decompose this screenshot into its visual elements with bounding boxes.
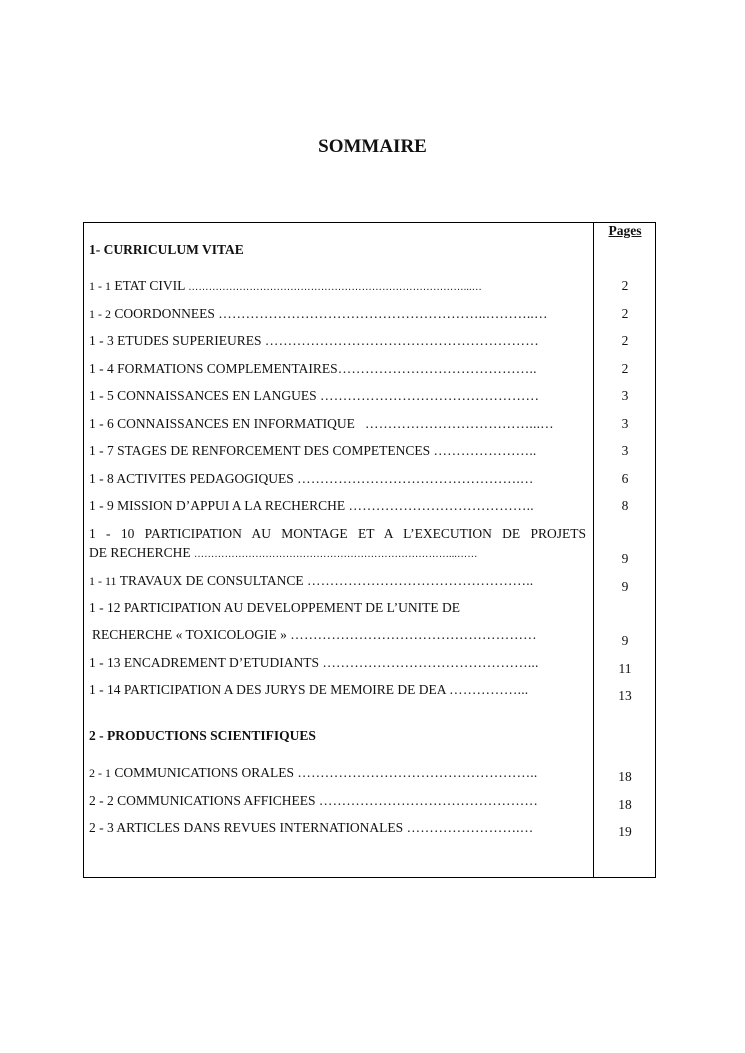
entry-page-number: 9: [621, 551, 629, 566]
entry-page-number: 2: [621, 278, 629, 293]
page-title: SOMMAIRE: [318, 136, 427, 157]
entry-title: 1 - 10 PARTICIPATION AU MONTAGE ET A L’EXECUTION DE PROJETS: [89, 526, 586, 541]
section-heading-curriculum-vitae: 1- CURRICULUM VITAE: [89, 242, 244, 257]
entry-page-number: 18: [618, 797, 632, 812]
leader-dots: ………………………………………………: [290, 627, 537, 642]
entry-title: 1 - 4 FORMATIONS COMPLEMENTAIRES: [89, 361, 338, 376]
entry-number: 2 - 1: [89, 766, 111, 780]
leader-dots: …………………………………………..: [307, 573, 534, 588]
leader-dots: …………………………………………: [320, 388, 540, 403]
entry-page-number: 11: [618, 661, 632, 676]
entry-page-number: 18: [618, 769, 632, 784]
toc-entry-1-10[interactable]: [89, 524, 586, 544]
entry-number: 1 - 2: [89, 307, 111, 321]
entry-page-number: 6: [621, 471, 629, 486]
toc-entry-1-13[interactable]: [89, 653, 586, 673]
toc-entry-1-9[interactable]: [89, 496, 586, 516]
entry-title: 2 - 3 ARTICLES DANS REVUES INTERNATIONALES: [89, 820, 404, 835]
leader-dots: …………………………………………: [318, 793, 539, 808]
entry-number: 1 - 11: [89, 574, 117, 588]
leader-dots: ………………………………………………………………………...…: [188, 282, 482, 293]
toc-entry-1-10-continued[interactable]: [89, 543, 586, 565]
entry-title: 1 - 12 PARTICIPATION AU DEVELOPPEMENT DE L’UNITE DE: [89, 600, 460, 615]
entry-title: 1 - 13 ENCADREMENT D’ETUDIANTS: [89, 655, 319, 670]
toc-entry-1-5[interactable]: [89, 386, 586, 406]
entry-title-continued: RECHERCHE « TOXICOLOGIE »: [92, 627, 287, 642]
entry-title: 1 - 14 PARTICIPATION A DES JURYS DE MEMOIRE DE DEA: [89, 682, 446, 697]
leader-dots: ……………………………………..: [337, 361, 537, 376]
leader-dots: ………………………………………...: [322, 655, 539, 670]
entry-page-number: 2: [621, 306, 629, 321]
leader-dots: …………………………………………………………………...……: [194, 549, 478, 560]
leader-dots: …………………….…: [406, 820, 534, 835]
toc-entry-2-2[interactable]: [89, 791, 586, 811]
entry-title: 1 - 3 ETUDES SUPERIEURES: [89, 333, 262, 348]
entry-number: 1 - 1: [89, 279, 111, 293]
toc-entry-1-12-continued[interactable]: [92, 625, 589, 645]
entry-title: 1 - 7 STAGES DE RENFORCEMENT DES COMPETENCES: [89, 443, 431, 458]
entry-title: COORDONNEES: [114, 306, 215, 321]
toc-entry-1-11[interactable]: [89, 571, 586, 591]
leader-dots: ……………………………………………………: [264, 333, 539, 348]
toc-entry-2-1[interactable]: [89, 763, 586, 783]
leader-dots: …………………..: [433, 443, 537, 458]
toc-entry-1-6[interactable]: [89, 414, 586, 434]
entry-page-number: 3: [621, 388, 629, 403]
pages-column-header: Pages: [608, 223, 642, 238]
toc-entry-1-14[interactable]: [89, 680, 586, 700]
toc-entry-2-3[interactable]: [89, 818, 586, 838]
toc-entry-1-2[interactable]: [89, 304, 586, 324]
entry-title: COMMUNICATIONS ORALES: [114, 765, 295, 780]
leader-dots: ………………………………...…: [365, 416, 554, 431]
entry-page-number: 13: [618, 688, 632, 703]
entry-page-number: 2: [621, 361, 629, 376]
entry-page-number: 3: [621, 416, 629, 431]
toc-entry-1-1[interactable]: [89, 276, 586, 298]
leader-dots: ……………………………………………..: [297, 765, 538, 780]
toc-entry-1-3[interactable]: [89, 331, 586, 351]
entry-page-number: 8: [621, 498, 629, 513]
entry-page-number: 9: [621, 633, 629, 648]
leader-dots: …………………………………..: [348, 498, 534, 513]
entry-title: 2 - 2 COMMUNICATIONS AFFICHEES: [89, 793, 316, 808]
toc-entry-1-4[interactable]: [89, 359, 586, 379]
entry-title: 1 - 5 CONNAISSANCES EN LANGUES: [89, 388, 317, 403]
toc-entry-1-7[interactable]: [89, 441, 586, 461]
leader-dots: ……………...: [449, 682, 529, 697]
leader-dots: ………………………………………….…: [297, 471, 534, 486]
entry-page-number: 3: [621, 443, 629, 458]
entry-title: 1 - 9 MISSION D’APPUI A LA RECHERCHE: [89, 498, 346, 513]
entry-page-number: 9: [621, 579, 629, 594]
entry-page-number: 2: [621, 333, 629, 348]
toc-entry-1-12[interactable]: [89, 598, 586, 618]
entry-title: 1 - 6 CONNAISSANCES EN INFORMATIQUE: [89, 416, 355, 431]
leader-dots: …………………………………………………..………..…: [218, 306, 548, 321]
entry-title: ETAT CIVIL: [114, 278, 185, 293]
entry-title-continued: DE RECHERCHE: [89, 545, 191, 560]
entry-title: 1 - 8 ACTIVITES PEDAGOGIQUES: [89, 471, 294, 486]
toc-entry-1-8[interactable]: [89, 469, 586, 489]
entry-page-number: 19: [618, 824, 632, 839]
section-heading-productions-scientifiques: 2 - PRODUCTIONS SCIENTIFIQUES: [89, 728, 316, 743]
entry-title: TRAVAUX DE CONSULTANCE: [119, 573, 304, 588]
